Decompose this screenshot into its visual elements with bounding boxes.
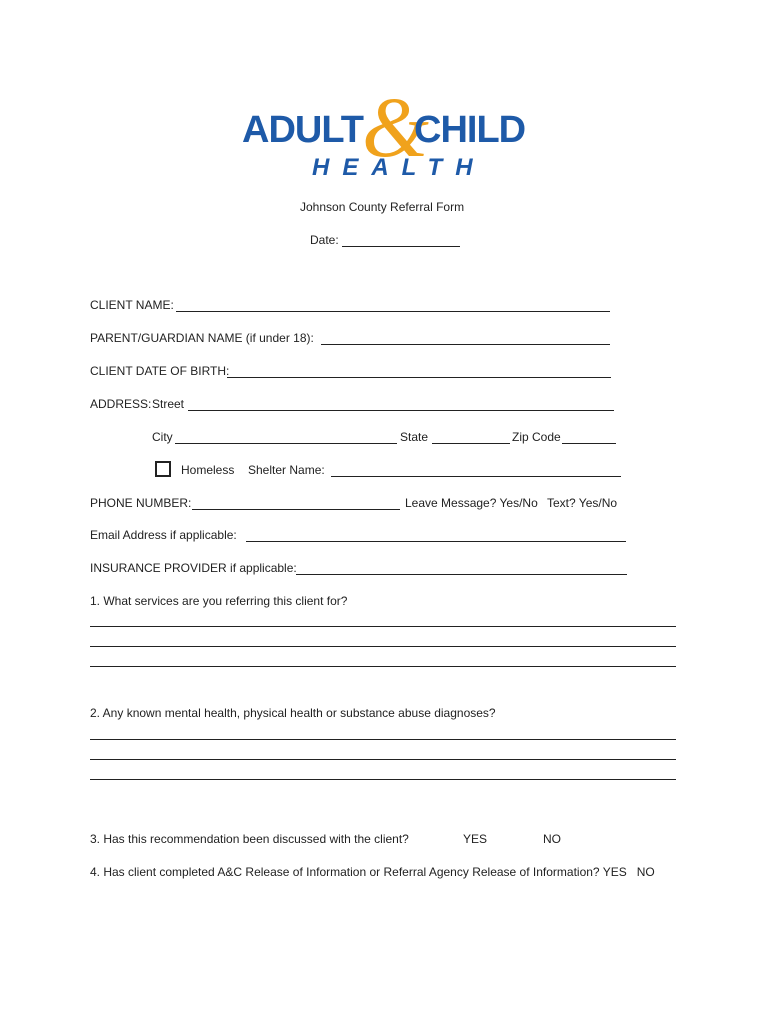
phone-label: PHONE NUMBER: [90, 496, 192, 510]
q2-answer-line-1[interactable] [90, 739, 676, 740]
street-label: Street [152, 397, 185, 411]
q2-answer-line-2[interactable] [90, 759, 676, 760]
email-label: Email Address if applicable: [90, 528, 237, 542]
city-field[interactable] [175, 443, 397, 444]
guardian-field[interactable] [321, 344, 610, 345]
guardian-label: PARENT/GUARDIAN NAME (if under 18): [90, 331, 314, 345]
email-field[interactable] [246, 541, 626, 542]
homeless-label: Homeless [181, 463, 235, 477]
date-field[interactable] [342, 246, 460, 247]
shelter-name-label: Shelter Name: [248, 463, 325, 477]
q1-answer-line-2[interactable] [90, 646, 676, 647]
form-title: Johnson County Referral Form [300, 200, 465, 214]
insurance-label: INSURANCE PROVIDER if applicable: [90, 561, 297, 575]
zip-label: Zip Code [512, 430, 561, 444]
logo-adult-text: ADULT [242, 109, 363, 151]
logo-ampersand: & [362, 79, 429, 175]
state-label: State [400, 430, 429, 444]
phone-field[interactable] [192, 509, 400, 510]
dob-label: CLIENT DATE OF BIRTH: [90, 364, 230, 378]
question-1: 1. What services are you referring this client for? [90, 594, 348, 608]
q1-answer-line-1[interactable] [90, 626, 676, 627]
client-name-label: CLIENT NAME: [90, 298, 174, 312]
street-field[interactable] [188, 410, 614, 411]
q1-answer-line-3[interactable] [90, 666, 676, 667]
q3-yes-option[interactable]: YES [463, 832, 488, 846]
question-4: 4. Has client completed A&C Release of Information or Referral Agency Release of Information? YES NO [90, 865, 655, 879]
date-label: Date: [310, 233, 339, 247]
text-option[interactable]: Text? Yes/No [547, 496, 618, 510]
zip-field[interactable] [562, 443, 616, 444]
question-2: 2. Any known mental health, physical health or substance abuse diagnoses? [90, 706, 496, 720]
insurance-field[interactable] [296, 574, 627, 575]
city-label: City [152, 430, 173, 444]
question-3: 3. Has this recommendation been discussed with the client? [90, 832, 409, 846]
q2-answer-line-3[interactable] [90, 779, 676, 780]
q3-no-option[interactable]: NO [543, 832, 561, 846]
leave-message-option[interactable]: Leave Message? Yes/No [405, 496, 538, 510]
client-name-field[interactable] [176, 311, 610, 312]
shelter-name-field[interactable] [331, 476, 621, 477]
dob-field[interactable] [227, 377, 611, 378]
logo-child-text: CHILD [414, 109, 526, 151]
logo-health-text: HEALTH [312, 154, 486, 181]
homeless-checkbox[interactable] [155, 461, 171, 477]
adult-child-health-logo [242, 79, 527, 184]
address-label: ADDRESS: [90, 397, 152, 411]
state-field[interactable] [432, 443, 510, 444]
